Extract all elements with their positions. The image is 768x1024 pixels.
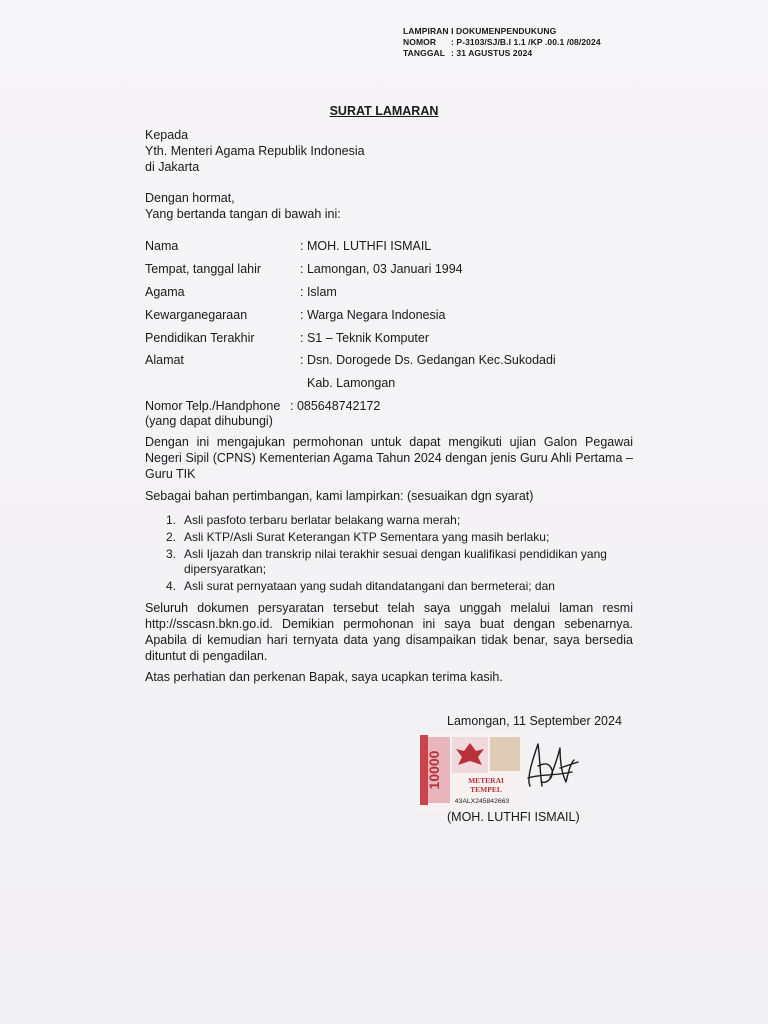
field-value: : Dsn. Dorogede Ds. Gedangan Kec.Sukodadi <box>300 353 556 367</box>
field-label: Tempat, tanggal lahir <box>145 262 262 276</box>
list-text: Asli Ijazah dan transkrip nilai terakhir sesuai dengan kualifikasi pendidikan yang dipersyaratkan; <box>184 547 607 576</box>
meterai-label-2: TEMPEL <box>470 785 502 794</box>
body-paragraph-1: Dengan ini mengajukan permohonan untuk dapat mengikuti ujian Galon Pegawai Negeri Sipil (CPNS) Kementerian Agama Tahun 2024 dengan jenis Guru Ahli Pertama – Guru TIK <box>145 435 633 481</box>
list-text: Asli pasfoto terbaru berlatar belakang warna merah; <box>184 513 461 527</box>
signer-name: (MOH. LUTHFI ISMAIL) <box>447 810 580 824</box>
field-value: Kab. Lamongan <box>307 376 396 390</box>
body-paragraph-2: Sebagai bahan pertimbangan, kami lampirkan: (sesuaikan dgn syarat) <box>145 489 534 503</box>
attachment-list <box>166 513 646 596</box>
meterai-value: 10000 <box>426 750 442 790</box>
tanggal-value: : 31 AGUSTUS 2024 <box>451 48 533 58</box>
tanggal-label: TANGGAL <box>403 48 446 58</box>
nomor-value: : P-3103/SJ/B.I 1.1 /KP .00.1 /08/2024 <box>451 37 601 47</box>
field-label: Alamat <box>145 353 184 367</box>
field-label: Kewarganegaraan <box>145 308 248 322</box>
list-number: 3. <box>166 547 177 561</box>
field-value: : 085648742172 <box>290 399 381 413</box>
tanggal-line <box>403 48 601 59</box>
place-date: Lamongan, 11 September 2024 <box>447 714 622 728</box>
lampiran-line: LAMPIRAN I DOKUMENPENDUKUNG <box>403 26 557 36</box>
greeting-line-1: Dengan hormat, <box>145 191 235 205</box>
meterai-code: 43ALX245842663 <box>454 798 510 805</box>
field-label: Nomor Telp./Handphone <box>145 399 281 413</box>
list-number: 2. <box>166 530 177 544</box>
body-paragraph-4: Atas perhatian dan perkenan Bapak, saya ucapkan terima kasih. <box>145 670 503 684</box>
field-value: : Lamongan, 03 Januari 1994 <box>300 262 463 276</box>
nomor-line <box>403 37 601 48</box>
letter-title: SURAT LAMARAN <box>329 104 439 118</box>
field-value: : Warga Negara Indonesia <box>300 308 446 322</box>
greeting-block <box>145 190 341 222</box>
meterai-hologram-icon <box>490 737 520 771</box>
meterai-stamp <box>418 733 524 811</box>
signature-stroke <box>528 744 578 786</box>
field-label: Nama <box>145 239 179 253</box>
list-number: 1. <box>166 513 177 527</box>
list-number: 4. <box>166 579 177 593</box>
addressee-line-2: Yth. Menteri Agama Republik Indonesia <box>145 144 365 158</box>
field-value: : S1 – Teknik Komputer <box>300 331 430 345</box>
list-text: Asli KTP/Asli Surat Keterangan KTP Sementara yang masih berlaku; <box>184 530 550 544</box>
list-item <box>166 513 646 528</box>
list-text: Asli surat pernyataan yang sudah ditandatangani dan bermeterai; dan <box>184 579 555 593</box>
body-paragraph-3: Seluruh dokumen persyaratan tersebut telah saya unggah melalui laman resmi http://sscasn.bkn.go.id. Demikian permohonan ini saya buat dengan sebenarnya. Apabila di kemudian hari ternyata data yang disampaikan tidak benar, saya bersedia dituntut di pengadilan. <box>145 601 633 663</box>
greeting-line-2: Yang bertanda tangan di bawah ini: <box>145 207 341 221</box>
field-value: : MOH. LUTHFI ISMAIL <box>300 239 432 253</box>
field-label: Agama <box>145 285 185 299</box>
nomor-label: NOMOR <box>403 37 437 47</box>
field-value: : Islam <box>300 285 337 299</box>
list-item <box>166 547 646 577</box>
addressee-line-1: Kepada <box>145 128 189 142</box>
addressee-line-3: di Jakarta <box>145 160 200 174</box>
list-item <box>166 579 646 594</box>
field-label: (yang dapat dihubungi) <box>145 414 273 428</box>
field-label: Pendidikan Terakhir <box>145 331 255 345</box>
handwritten-signature <box>520 738 580 796</box>
meterai-label-1: METERAI <box>468 776 504 785</box>
list-item <box>166 530 646 545</box>
addressee-block <box>145 127 365 175</box>
attachment-reference <box>403 26 601 59</box>
